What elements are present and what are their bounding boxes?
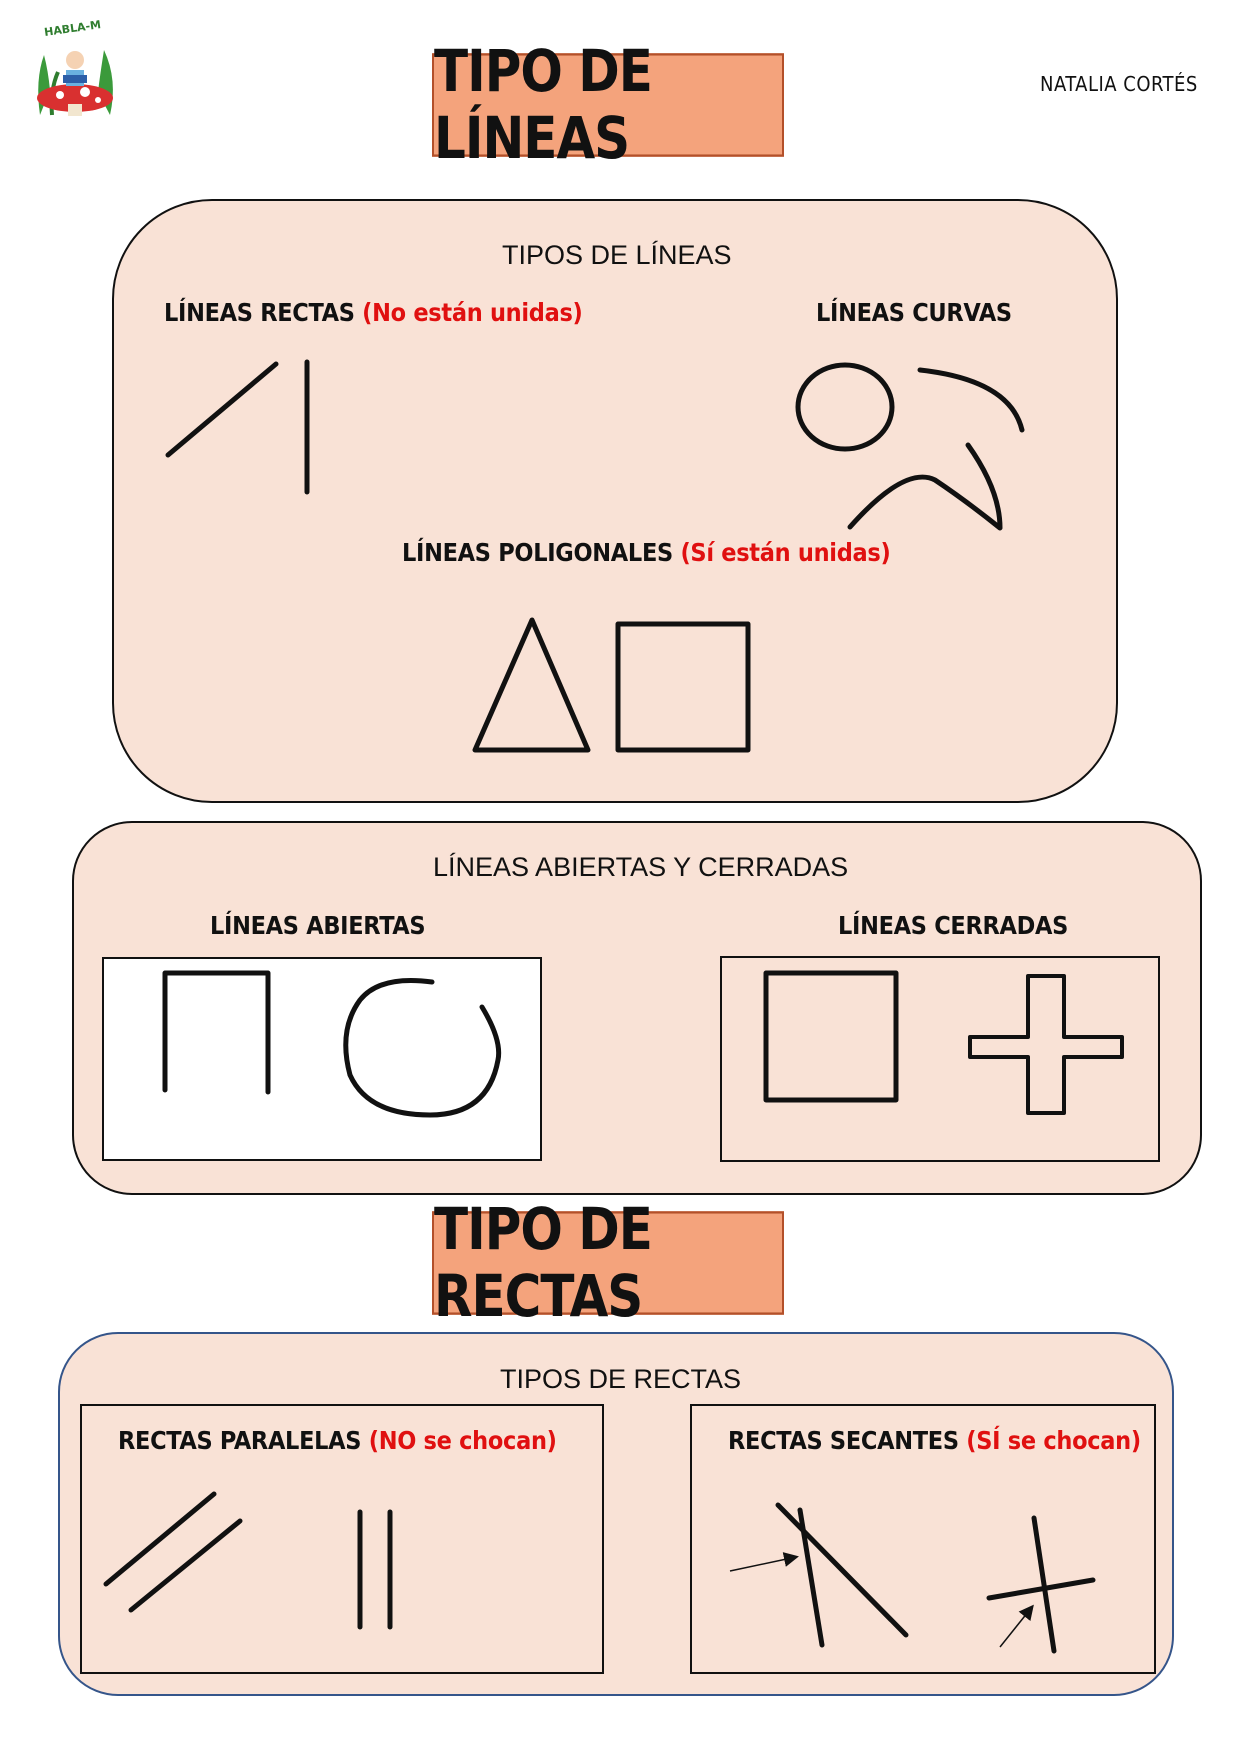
logo-text: HABLA-M [43, 18, 102, 39]
secant-lines-note: (SÍ se chocan) [966, 1426, 1141, 1455]
straight-lines-note: (No están unidas) [362, 298, 583, 327]
polygonal-lines-heading [402, 538, 890, 567]
closed-lines-label: LÍNEAS CERRADAS [838, 911, 1069, 940]
straight-lines-label: LÍNEAS RECTAS [164, 298, 355, 327]
parallel-lines-heading [118, 1426, 557, 1455]
secant-lines-heading [728, 1426, 1141, 1455]
panel-line-types [112, 199, 1118, 803]
page-title: TIPO DE LÍNEAS [432, 53, 784, 157]
open-lines-label: LÍNEAS ABIERTAS [210, 911, 426, 940]
logo [30, 20, 120, 120]
section-title-open-closed: LÍNEAS ABIERTAS Y CERRADAS [433, 852, 849, 882]
logo-illustration [30, 20, 120, 120]
polygonal-lines-label: LÍNEAS POLIGONALES [402, 538, 673, 567]
curved-lines-label: LÍNEAS CURVAS [816, 298, 1012, 327]
parallel-lines-label: RECTAS PARALELAS [118, 1426, 362, 1455]
open-lines-box [102, 957, 542, 1161]
section-title-line-types: TIPOS DE LÍNEAS [502, 240, 732, 270]
author-name: NATALIA CORTÉS [1040, 72, 1198, 96]
straight-lines-heading [164, 298, 583, 327]
closed-lines-box [720, 956, 1160, 1162]
polygonal-lines-note: (Sí están unidas) [680, 538, 891, 567]
rectas-title: TIPO DE RECTAS [432, 1211, 784, 1315]
secant-lines-label: RECTAS SECANTES [728, 1426, 959, 1455]
parallel-lines-note: (NO se chocan) [368, 1426, 557, 1455]
section-title-line-kinds: TIPOS DE RECTAS [500, 1364, 742, 1394]
